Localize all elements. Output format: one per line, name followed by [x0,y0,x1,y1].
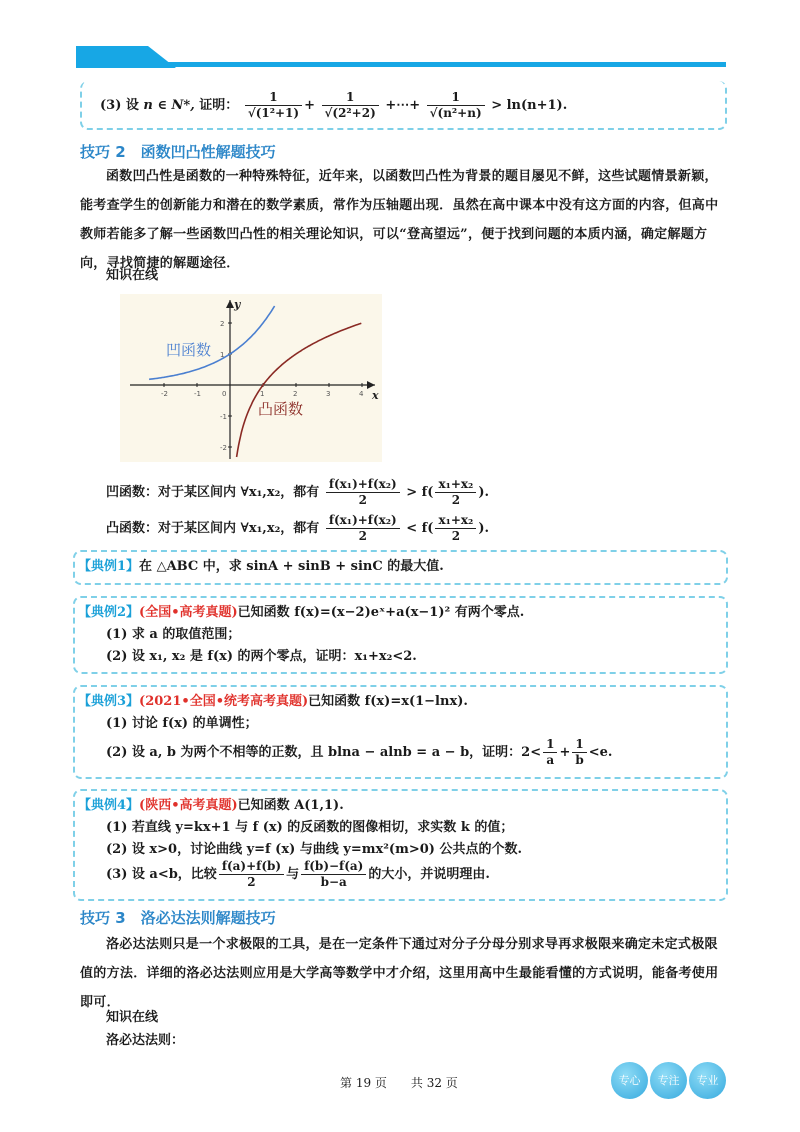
x-tick-label: 2 [293,390,298,398]
tech3-title: 技巧 3 洛必达法则解题技巧 [80,909,276,927]
ex2-q1: (1) 求 a 的取值范围； [106,627,241,642]
y-axis-arrow [226,300,234,308]
x-tick-label: 4 [359,390,364,398]
x-axis-label: x [372,389,379,402]
tech3-paragraph: 洛必达法则只是一个求极限的工具，是在一定条件下通过对分子分母分别求导再求极限来确定未定式极限值的方法．详细的洛必达法则应用是大学高等数学中才介绍，这里用高中生最能看懂的方式说明，能备考使用即可． [80,937,719,1010]
convex-inner-frac: $\frac{\text{x₁+x₂}}{2}$ [435,513,476,544]
ex4-frac-2: $\frac{f(b)-f(a)}{b-a}$ [301,859,366,890]
ex4-q2: (2) 设 x>0，讨论曲线 y=f (x) 与曲线 y=mx²(m>0) 公共点的个数. [106,842,522,857]
x-tick-label: -2 [161,390,168,398]
y-tick-label: 2 [220,320,225,328]
y-axis-label: y [234,298,241,311]
convex-curve [237,323,362,457]
concave-definition: 凹函数：对于某区间内 ∀x₁,x₂，都有 $\frac{\text{f(x₁)+f(x₂)}}{2}$ > f( $\frac{\text{x₁+x₂}}{2}$ ). [106,477,489,507]
tech3-rule-label: 洛必达法则： [106,1033,185,1048]
ex4-q3: (3) 设 a<b，比较 $\frac{f(a)+f(b)}{2}$ 与 $\frac{f(b)-f(a)}{b-a}$ 的大小，并说明理由. [106,859,490,889]
ex3-q2: (2) 设 a, b 为两个不相等的正数，且 blna − alnb = a − b，证明：2< $\frac{1}{a}$ + $\frac{1}{b}$ <e. [106,737,613,767]
frac-1: $\frac{1}{\text{√(1²+1)}}$ [245,90,302,121]
x-axis-arrow [367,381,375,389]
ex4-q1: (1) 若直线 y=kx+1 与 f (x) 的反函数的图像相切，求实数 k 的值； [106,820,514,835]
page-number: 第 19 页 共 32 页 [340,1076,458,1090]
ex3-frac-1: $\frac{1}{a}$ [543,737,557,768]
y-tick-label: 1 [220,351,225,359]
convex-frac: $\frac{\text{f(x₁)+f(x₂)}}{2}$ [326,513,400,544]
x-tick-label: 0 [222,390,227,398]
convexity-chart [120,294,382,462]
ex2-stem: 【典例2】(全国•高考真题)已知函数 f(x)=(x−2)eˣ+a(x−1)² 有两个零点. [78,605,525,620]
x-tick-label: 3 [326,390,331,398]
frac-2: $\frac{1}{\text{√(2²+2)}}$ [322,90,379,121]
badge-zhuanye: 专业 [689,1062,726,1099]
convex-label: 凸函数 [258,400,304,418]
x-tick-label: -1 [194,390,201,398]
frac-3: $\frac{1}{\text{√(n²+n)}}$ [427,90,485,121]
tech3-knowledge: 知识在线 [106,1010,159,1025]
y-tick-label: -2 [220,444,227,452]
concave-label: 凹函数 [166,341,212,359]
tech2-title: 技巧 2 函数凹凸性解题技巧 [80,143,276,161]
badge-zhuanzhu: 专注 [650,1062,687,1099]
header-rule [150,62,726,67]
ex3-frac-2: $\frac{1}{b}$ [572,737,586,768]
item3-line: (3) 设 n ∈ N*, 证明： $\frac{1}{\text{√(1²+1)}}$ + $\frac{1}{\text{√(2²+2)}}$ +⋯+ $\frac{1}{\text{√(n²+n)}}$ > ln(n+1). [100,90,568,120]
x-tick-label: 1 [260,390,265,398]
chart-svg [120,294,382,462]
ex4-frac-1: $\frac{f(a)+f(b)}{2}$ [219,859,284,890]
ex3-q1: (1) 讨论 f(x) 的单调性； [106,716,258,731]
ex3-stem: 【典例3】(2021•全国•统考高考真题)已知函数 f(x)=x(1−lnx). [78,694,468,709]
concave-frac: $\frac{\text{f(x₁)+f(x₂)}}{2}$ [326,477,400,508]
convex-definition: 凸函数：对于某区间内 ∀x₁,x₂，都有 $\frac{\text{f(x₁)+f(x₂)}}{2}$ < f( $\frac{\text{x₁+x₂}}{2}$ ). [106,513,489,543]
y-tick-label: -1 [220,413,227,421]
ex2-q2: (2) 设 x₁, x₂ 是 f(x) 的两个零点，证明：x₁+x₂<2. [106,649,417,664]
tech2-knowledge: 知识在线 [106,268,159,283]
concave-inner-frac: $\frac{\text{x₁+x₂}}{2}$ [435,477,476,508]
tech2-paragraph: 函数凹凸性是函数的一种特殊特征，近年来，以函数凹凸性为背景的题目屡见不鲜，这些试题情景新颖，能考查学生的创新能力和潜在的数学素质，常作为压轴题出现．虽然在高中课本中没有这方面的内容，但高中教师若能多了解一些函数凹凸性的相关理论知识，可以“登高望远”，便于找到问题的本质内涵，确定解题方向，寻找简捷的解题途径． [80,169,719,271]
ex4-stem: 【典例4】(陕西•高考真题)已知函数 A(1,1). [78,798,344,813]
badge-zhuanxin: 专心 [611,1062,648,1099]
ex1-line: 【典例1】在 △ABC 中，求 sinA + sinB + sinC 的最大值. [78,559,444,574]
